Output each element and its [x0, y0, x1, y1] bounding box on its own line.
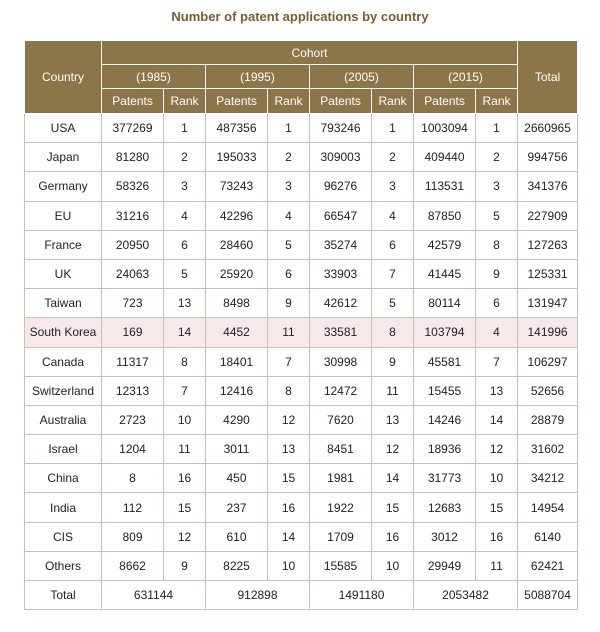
patents-cell: 12683	[414, 493, 476, 522]
patents-cell: 20950	[102, 230, 164, 259]
table-row	[25, 347, 578, 376]
patents-cell: 8662	[102, 551, 164, 580]
patents-cell: 3011	[206, 435, 268, 464]
row-total-cell: 62421	[518, 551, 578, 580]
rank-cell: 6	[164, 230, 206, 259]
patents-cell: 113531	[414, 172, 476, 201]
patents-cell: 1922	[310, 493, 372, 522]
rank-cell: 15	[476, 493, 518, 522]
cohort-header: Cohort	[102, 41, 518, 65]
row-total-cell: 994756	[518, 143, 578, 172]
table-row	[25, 551, 578, 580]
patents-cell: 793246	[310, 114, 372, 143]
patents-cell: 1003094	[414, 114, 476, 143]
row-total-cell: 34212	[518, 464, 578, 493]
table-row	[25, 318, 578, 347]
year-header: (2005)	[310, 65, 414, 89]
rank-cell: 9	[164, 551, 206, 580]
table-row	[25, 114, 578, 143]
patents-cell: 610	[206, 522, 268, 551]
row-total-cell: 31602	[518, 435, 578, 464]
total-2005: 1491180	[310, 581, 414, 610]
table-row	[25, 143, 578, 172]
patents-cell: 8451	[310, 435, 372, 464]
country-cell: Taiwan	[25, 289, 102, 318]
total-1995: 912898	[206, 581, 310, 610]
patents-cell: 42296	[206, 201, 268, 230]
country-cell: Switzerland	[25, 376, 102, 405]
country-cell: USA	[25, 114, 102, 143]
country-cell: EU	[25, 201, 102, 230]
row-total-cell: 125331	[518, 259, 578, 288]
table-row	[25, 289, 578, 318]
rank-cell: 13	[164, 289, 206, 318]
rank-cell: 13	[476, 376, 518, 405]
rank-cell: 3	[372, 172, 414, 201]
patents-cell: 112	[102, 493, 164, 522]
table-row	[25, 172, 578, 201]
rank-cell: 9	[268, 289, 310, 318]
table-row	[25, 230, 578, 259]
rank-cell: 14	[164, 318, 206, 347]
rank-cell: 8	[164, 347, 206, 376]
rank-cell: 12	[476, 435, 518, 464]
patents-cell: 12416	[206, 376, 268, 405]
patents-cell: 45581	[414, 347, 476, 376]
rank-cell: 6	[268, 259, 310, 288]
grand-total: 5088704	[518, 581, 578, 610]
patents-cell: 11317	[102, 347, 164, 376]
country-cell: Others	[25, 551, 102, 580]
rank-cell: 6	[372, 230, 414, 259]
rank-cell: 7	[268, 347, 310, 376]
rank-cell: 4	[164, 201, 206, 230]
patents-cell: 41445	[414, 259, 476, 288]
rank-subheader: Rank	[164, 89, 206, 114]
country-cell: Israel	[25, 435, 102, 464]
country-cell: Australia	[25, 405, 102, 434]
country-header: Country	[25, 41, 102, 114]
country-cell: Germany	[25, 172, 102, 201]
country-cell: Canada	[25, 347, 102, 376]
rank-cell: 10	[268, 551, 310, 580]
total-header: Total	[518, 41, 578, 114]
page-title: Number of patent applications by country	[171, 9, 429, 24]
rank-cell: 13	[372, 405, 414, 434]
rank-cell: 5	[164, 259, 206, 288]
country-cell: CIS	[25, 522, 102, 551]
rank-cell: 16	[372, 522, 414, 551]
rank-cell: 7	[476, 347, 518, 376]
rank-cell: 15	[164, 493, 206, 522]
rank-cell: 11	[372, 376, 414, 405]
patents-cell: 723	[102, 289, 164, 318]
rank-cell: 13	[268, 435, 310, 464]
year-header: (1985)	[102, 65, 206, 89]
rank-cell: 1	[372, 114, 414, 143]
patents-cell: 8225	[206, 551, 268, 580]
rank-cell: 16	[476, 522, 518, 551]
rank-cell: 3	[476, 172, 518, 201]
patents-cell: 103794	[414, 318, 476, 347]
rank-cell: 2	[164, 143, 206, 172]
year-header: (2015)	[414, 65, 518, 89]
rank-cell: 2	[372, 143, 414, 172]
rank-cell: 8	[268, 376, 310, 405]
patents-cell: 96276	[310, 172, 372, 201]
rank-cell: 14	[476, 405, 518, 434]
rank-cell: 12	[268, 405, 310, 434]
rank-cell: 5	[372, 289, 414, 318]
table-row	[25, 405, 578, 434]
table-row	[25, 435, 578, 464]
table-row	[25, 464, 578, 493]
patents-cell: 8	[102, 464, 164, 493]
rank-subheader: Rank	[476, 89, 518, 114]
country-cell: UK	[25, 259, 102, 288]
table-row	[25, 259, 578, 288]
country-cell: France	[25, 230, 102, 259]
rank-cell: 11	[476, 551, 518, 580]
patents-cell: 4452	[206, 318, 268, 347]
patents-cell: 195033	[206, 143, 268, 172]
patents-cell: 18401	[206, 347, 268, 376]
patents-cell: 73243	[206, 172, 268, 201]
rank-cell: 12	[372, 435, 414, 464]
country-cell: India	[25, 493, 102, 522]
row-total-cell: 227909	[518, 201, 578, 230]
patents-cell: 35274	[310, 230, 372, 259]
patents-subheader: Patents	[102, 89, 164, 114]
rank-cell: 4	[476, 318, 518, 347]
patents-cell: 25920	[206, 259, 268, 288]
patents-cell: 28460	[206, 230, 268, 259]
patents-cell: 1709	[310, 522, 372, 551]
patents-cell: 169	[102, 318, 164, 347]
rank-cell: 5	[268, 230, 310, 259]
patents-cell: 2723	[102, 405, 164, 434]
patents-cell: 80114	[414, 289, 476, 318]
patents-cell: 66547	[310, 201, 372, 230]
row-total-cell: 6140	[518, 522, 578, 551]
rank-cell: 16	[164, 464, 206, 493]
rank-cell: 14	[268, 522, 310, 551]
patents-cell: 309003	[310, 143, 372, 172]
rank-cell: 16	[268, 493, 310, 522]
patents-cell: 30998	[310, 347, 372, 376]
rank-cell: 9	[476, 259, 518, 288]
patents-cell: 1204	[102, 435, 164, 464]
rank-cell: 4	[268, 201, 310, 230]
patents-cell: 14246	[414, 405, 476, 434]
patents-subheader: Patents	[414, 89, 476, 114]
total-row-label: Total	[25, 581, 102, 610]
row-total-cell: 127263	[518, 230, 578, 259]
patents-cell: 8498	[206, 289, 268, 318]
rank-cell: 1	[268, 114, 310, 143]
total-1985: 631144	[102, 581, 206, 610]
row-total-cell: 14954	[518, 493, 578, 522]
rank-subheader: Rank	[372, 89, 414, 114]
patents-cell: 33581	[310, 318, 372, 347]
patents-cell: 24063	[102, 259, 164, 288]
year-header: (1995)	[206, 65, 310, 89]
row-total-cell: 2660965	[518, 114, 578, 143]
table-row	[25, 493, 578, 522]
rank-cell: 15	[268, 464, 310, 493]
rank-cell: 11	[164, 435, 206, 464]
patents-cell: 87850	[414, 201, 476, 230]
row-total-cell: 52656	[518, 376, 578, 405]
patents-subheader: Patents	[206, 89, 268, 114]
patents-cell: 4290	[206, 405, 268, 434]
patents-cell: 12313	[102, 376, 164, 405]
rank-cell: 7	[164, 376, 206, 405]
rank-cell: 1	[164, 114, 206, 143]
table-body	[25, 114, 578, 581]
table-row	[25, 522, 578, 551]
rank-cell: 10	[372, 551, 414, 580]
patents-cell: 409440	[414, 143, 476, 172]
table-row	[25, 201, 578, 230]
patents-cell: 15585	[310, 551, 372, 580]
patent-table	[24, 40, 578, 610]
patents-cell: 31216	[102, 201, 164, 230]
total-row	[25, 581, 578, 610]
rank-cell: 8	[372, 318, 414, 347]
row-total-cell: 106297	[518, 347, 578, 376]
patents-cell: 29949	[414, 551, 476, 580]
rank-cell: 2	[476, 143, 518, 172]
rank-cell: 9	[372, 347, 414, 376]
row-total-cell: 131947	[518, 289, 578, 318]
patents-cell: 237	[206, 493, 268, 522]
rank-cell: 2	[268, 143, 310, 172]
rank-cell: 4	[372, 201, 414, 230]
rank-cell: 8	[476, 230, 518, 259]
rank-cell: 1	[476, 114, 518, 143]
row-total-cell: 28879	[518, 405, 578, 434]
patents-cell: 42579	[414, 230, 476, 259]
row-total-cell: 341376	[518, 172, 578, 201]
patents-cell: 33903	[310, 259, 372, 288]
row-total-cell: 141996	[518, 318, 578, 347]
patents-cell: 12472	[310, 376, 372, 405]
rank-cell: 7	[372, 259, 414, 288]
rank-cell: 3	[268, 172, 310, 201]
rank-cell: 15	[372, 493, 414, 522]
country-cell: South Korea	[25, 318, 102, 347]
rank-cell: 10	[164, 405, 206, 434]
rank-cell: 6	[476, 289, 518, 318]
country-cell: China	[25, 464, 102, 493]
patents-cell: 1981	[310, 464, 372, 493]
patents-cell: 81280	[102, 143, 164, 172]
rank-cell: 11	[268, 318, 310, 347]
rank-cell: 10	[476, 464, 518, 493]
country-cell: Japan	[25, 143, 102, 172]
patents-subheader: Patents	[310, 89, 372, 114]
patents-cell: 58326	[102, 172, 164, 201]
rank-cell: 3	[164, 172, 206, 201]
table-row	[25, 376, 578, 405]
patents-cell: 809	[102, 522, 164, 551]
rank-cell: 5	[476, 201, 518, 230]
rank-subheader: Rank	[268, 89, 310, 114]
patents-cell: 487356	[206, 114, 268, 143]
rank-cell: 12	[164, 522, 206, 551]
patents-cell: 7620	[310, 405, 372, 434]
patents-cell: 42612	[310, 289, 372, 318]
patents-cell: 450	[206, 464, 268, 493]
patents-cell: 377269	[102, 114, 164, 143]
rank-cell: 14	[372, 464, 414, 493]
patents-cell: 31773	[414, 464, 476, 493]
total-2015: 2053482	[414, 581, 518, 610]
patents-cell: 15455	[414, 376, 476, 405]
patents-cell: 18936	[414, 435, 476, 464]
patents-cell: 3012	[414, 522, 476, 551]
